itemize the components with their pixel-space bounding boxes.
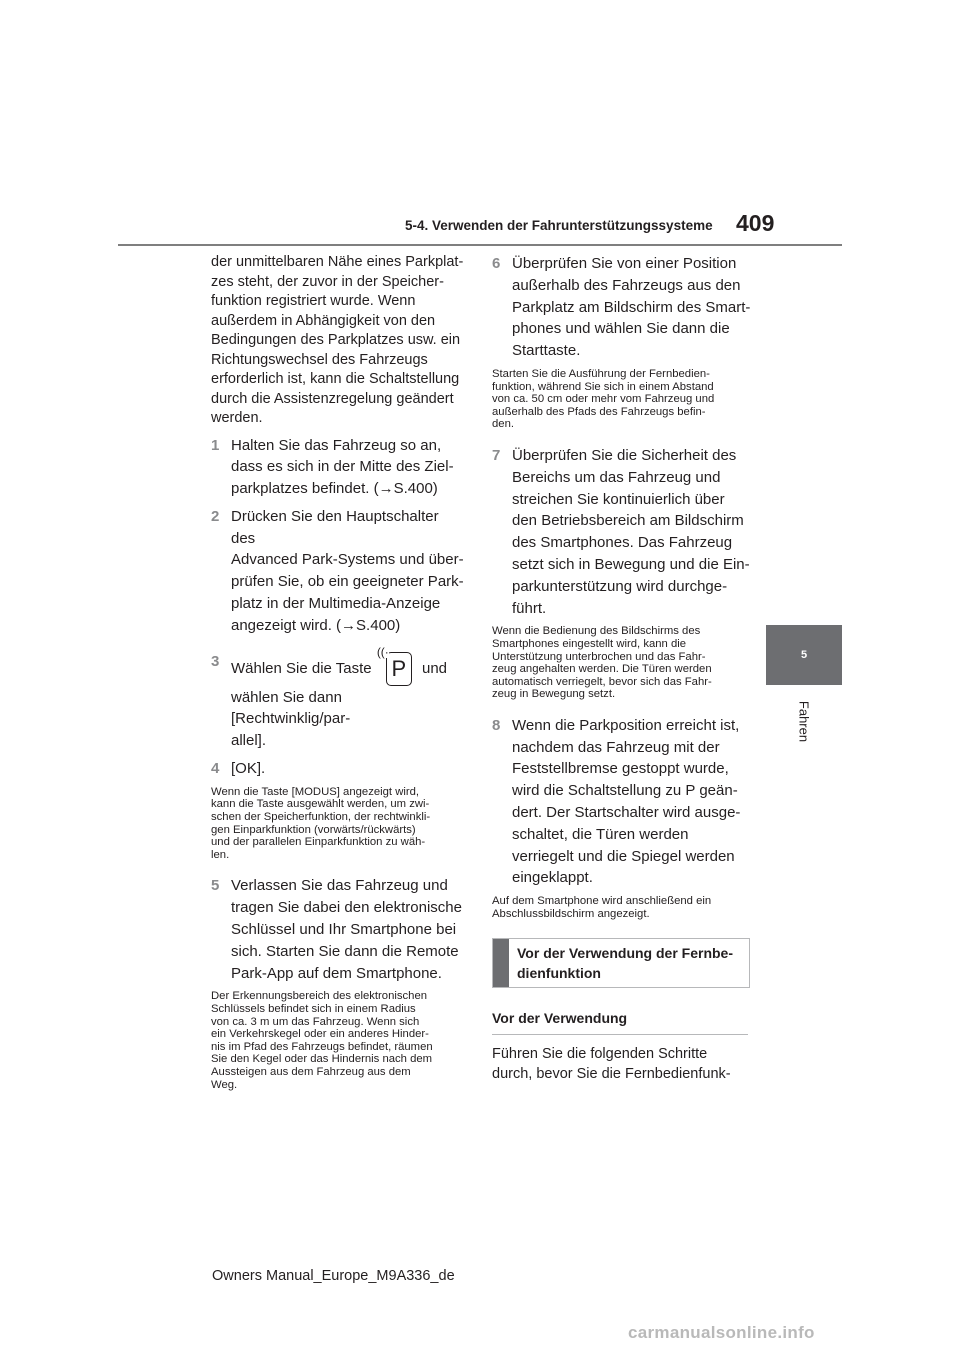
- text-line: Sie den Kegel oder das Hindernis nach dem: [211, 1053, 433, 1066]
- text-line: nachdem das Fahrzeug mit der: [512, 738, 720, 756]
- header-rule: [118, 244, 842, 246]
- outro-paragraph: [492, 1045, 752, 1084]
- text-line: der unmittelbaren Nähe eines Parkplat-: [211, 254, 464, 270]
- text-line: Führen Sie die folgenden Schritte: [492, 1046, 708, 1063]
- park-key: [376, 644, 412, 686]
- text-line: erforderlich ist, kann die Schaltstellung: [211, 371, 460, 387]
- text-line: zeug angehalten werden. Die Türen werden: [492, 663, 712, 676]
- step-2: [211, 506, 465, 637]
- step-3-line-3: allel].: [231, 732, 267, 750]
- note-step-8: [492, 895, 752, 920]
- step-number: 3: [211, 652, 220, 670]
- note-step-6: [492, 368, 752, 431]
- step-3-text-b: und: [421, 659, 448, 677]
- step-3: [211, 644, 465, 752]
- text-line: Bedingungen des Parkplatzes usw. ein: [211, 332, 461, 348]
- text-line: dienfunktion: [517, 965, 601, 982]
- step-text: [OK].: [231, 760, 266, 778]
- text-line: schen der Speicherfunktion, der rechtwinkli-: [211, 811, 431, 824]
- text-line: des Smartphones. Das Fahrzeug: [512, 534, 733, 552]
- header-section-title: 5-4. Verwenden der Fahrunterstützungssysteme: [405, 218, 713, 233]
- step-text: [231, 644, 465, 752]
- text-line: Feststellbremse gestoppt wurde,: [512, 760, 729, 778]
- text-line: Vor der Verwendung der Fernbe-: [517, 945, 734, 962]
- right-column: [492, 253, 752, 1090]
- chapter-label: Fahren: [796, 700, 812, 743]
- text-line: len.: [211, 848, 230, 861]
- sub-heading: Vor der Verwendung: [492, 1006, 748, 1035]
- watermark: carmanualsonline.info: [628, 1323, 815, 1342]
- step-4: [211, 758, 465, 780]
- text-line: und der parallelen Einparkfunktion zu wäh-: [211, 836, 426, 849]
- text-line: werden.: [211, 410, 263, 426]
- page-number: 409: [736, 210, 775, 236]
- step-text: [512, 715, 740, 889]
- text-line: wird die Schaltstellung zu P geän-: [512, 782, 738, 800]
- step-1: [211, 435, 465, 500]
- chapter-tab: [766, 625, 842, 685]
- text-line: dert. Der Startschalter wird ausge-: [512, 804, 741, 822]
- text-line: von ca. 3 m um das Fahrzeug. Wenn sich: [211, 1015, 420, 1028]
- text-line: angezeigt wird. (→S.400): [231, 616, 401, 634]
- text-line: durch, bevor Sie die Fernbedienfunk-: [492, 1065, 731, 1082]
- step-6: [492, 253, 752, 362]
- step-number: 5: [211, 877, 220, 895]
- step-number: 1: [211, 436, 220, 454]
- text-line: durch die Assistenzregelung geändert: [211, 390, 454, 407]
- text-line: außerhalb des Fahrzeugs aus den: [512, 276, 741, 294]
- text-line: platz in der Multimedia-Anzeige: [231, 595, 441, 613]
- text-line: außerdem in Abhängigkeit von den: [211, 312, 436, 329]
- step-number: 2: [211, 507, 220, 525]
- text-line: Verlassen Sie das Fahrzeug und: [231, 877, 448, 895]
- step-5: [211, 875, 465, 984]
- step-number: 4: [211, 760, 220, 778]
- section-heading: [492, 938, 750, 988]
- chapter-number: 5: [800, 649, 808, 661]
- text-line: Park-App auf dem Smartphone.: [231, 964, 442, 982]
- section-heading-bar: [493, 939, 509, 987]
- text-line: Unterstützung unterbrochen und das Fahr-: [492, 650, 706, 663]
- text-line: von ca. 50 cm oder mehr vom Fahrzeug und: [492, 393, 715, 406]
- text-line: führt.: [512, 599, 547, 617]
- park-key-label: P: [391, 655, 407, 681]
- left-column: [211, 253, 465, 1105]
- text-line: automatisch verriegelt, bevor sich das Fahr-: [492, 675, 712, 688]
- text-line: Schlüssel und Ihr Smartphone bei: [231, 921, 457, 939]
- intro-paragraph: [211, 253, 465, 429]
- section-heading-text: [509, 939, 741, 987]
- text-line: Überprüfen Sie die Sicherheit des: [512, 446, 737, 464]
- text-line: zeug in Bewegung setzt.: [492, 688, 616, 701]
- step-7: [492, 445, 752, 619]
- text-line: setzt sich in Bewegung und die Ein-: [512, 555, 750, 573]
- text-line: phones und wählen Sie dann die: [512, 320, 730, 338]
- text-line: kann die Taste ausgewählt werden, um zwi-: [211, 798, 430, 811]
- step-text: [512, 445, 750, 619]
- text-line: zes steht, der zuvor in der Speicher-: [211, 273, 444, 290]
- step-text: [512, 253, 750, 362]
- text-line: Wenn die Bedienung des Bildschirms des: [492, 625, 701, 638]
- text-line: nis im Pfad des Fahrzeugs befindet, räumen: [211, 1040, 433, 1053]
- note-step-5: [211, 990, 465, 1091]
- note-step-4: [211, 786, 465, 862]
- text-line: den Betriebsbereich am Bildschirm: [512, 512, 744, 530]
- text-line: parkunterstützung wird durchge-: [512, 577, 728, 595]
- step-number: 7: [492, 446, 501, 464]
- text-line: Auf dem Smartphone wird anschließend ein: [492, 895, 712, 908]
- text-line: verriegelt und die Spiegel werden: [512, 847, 735, 865]
- step-number: 6: [492, 255, 501, 272]
- text-line: streichen Sie kontinuierlich über: [512, 490, 725, 508]
- text-line: Richtungswechsel des Fahrzeugs: [211, 351, 428, 368]
- text-line: Schlüssels befindet sich in einem Radius: [211, 1003, 416, 1015]
- text-line: Advanced Park-Systems und über-: [231, 551, 464, 569]
- text-line: Der Erkennungsbereich des elektronischen: [211, 990, 428, 1003]
- step-8: [492, 715, 752, 889]
- footer-manual-id: Owners Manual_Europe_M9A336_de: [212, 1268, 455, 1284]
- text-line: Wenn die Parkposition erreicht ist,: [512, 716, 740, 734]
- text-line: Überprüfen Sie von einer Position: [512, 255, 737, 272]
- text-line: Abschlussbildschirm angezeigt.: [492, 907, 650, 920]
- text-line: Starten Sie die Ausführung der Fernbedien-: [492, 367, 710, 380]
- text-line: sich. Starten Sie dann die Remote: [231, 942, 459, 960]
- step-3-text-a: Wählen Sie die Taste: [231, 659, 372, 677]
- text-line: parkplatzes befindet. (→S.400): [231, 480, 438, 498]
- text-line: Bereichs um das Fahrzeug und: [512, 468, 721, 486]
- text-line: Weg.: [211, 1078, 238, 1091]
- text-line: außerhalb des Pfads des Fahrzeugs befin-: [492, 405, 706, 418]
- text-line: ein Verkehrskegel oder ein anderes Hinder-: [211, 1028, 429, 1041]
- text-line: funktion registriert wurde. Wenn: [211, 293, 416, 309]
- remote-signal-icon: ((·: [376, 644, 389, 659]
- text-line: gen Einparkfunktion (vorwärts/rückwärts): [211, 823, 416, 836]
- step-text: [231, 875, 462, 984]
- text-line: Smartphones eingestellt wird, kann die: [492, 637, 687, 650]
- text-line: Wenn die Taste [MODUS] angezeigt wird,: [211, 785, 420, 798]
- text-line: schaltet, die Türen werden: [512, 825, 689, 843]
- text-line: Aussteigen aus dem Fahrzeug aus dem: [211, 1065, 411, 1078]
- step-number: 8: [492, 716, 501, 734]
- note-step-7: [492, 625, 752, 701]
- step-3-line-2: wählen Sie dann [Rechtwinklig/par-: [231, 688, 351, 728]
- text-line: den.: [492, 418, 514, 431]
- text-line: Starttaste.: [512, 342, 581, 360]
- text-line: dass es sich in der Mitte des Ziel-: [231, 458, 454, 476]
- text-line: Drücken Sie den Hauptschalter des: [231, 507, 439, 547]
- text-line: funktion, während Sie sich in einem Abstand: [492, 380, 714, 393]
- text-line: Parkplatz am Bildschirm des Smart-: [512, 298, 751, 316]
- text-line: prüfen Sie, ob ein geeigneter Park-: [231, 573, 464, 591]
- step-text: [231, 435, 454, 500]
- step-text: [231, 506, 465, 637]
- text-line: tragen Sie dabei den elektronische: [231, 899, 462, 917]
- text-line: Halten Sie das Fahrzeug so an,: [231, 436, 442, 454]
- text-line: eingeklappt.: [512, 869, 593, 887]
